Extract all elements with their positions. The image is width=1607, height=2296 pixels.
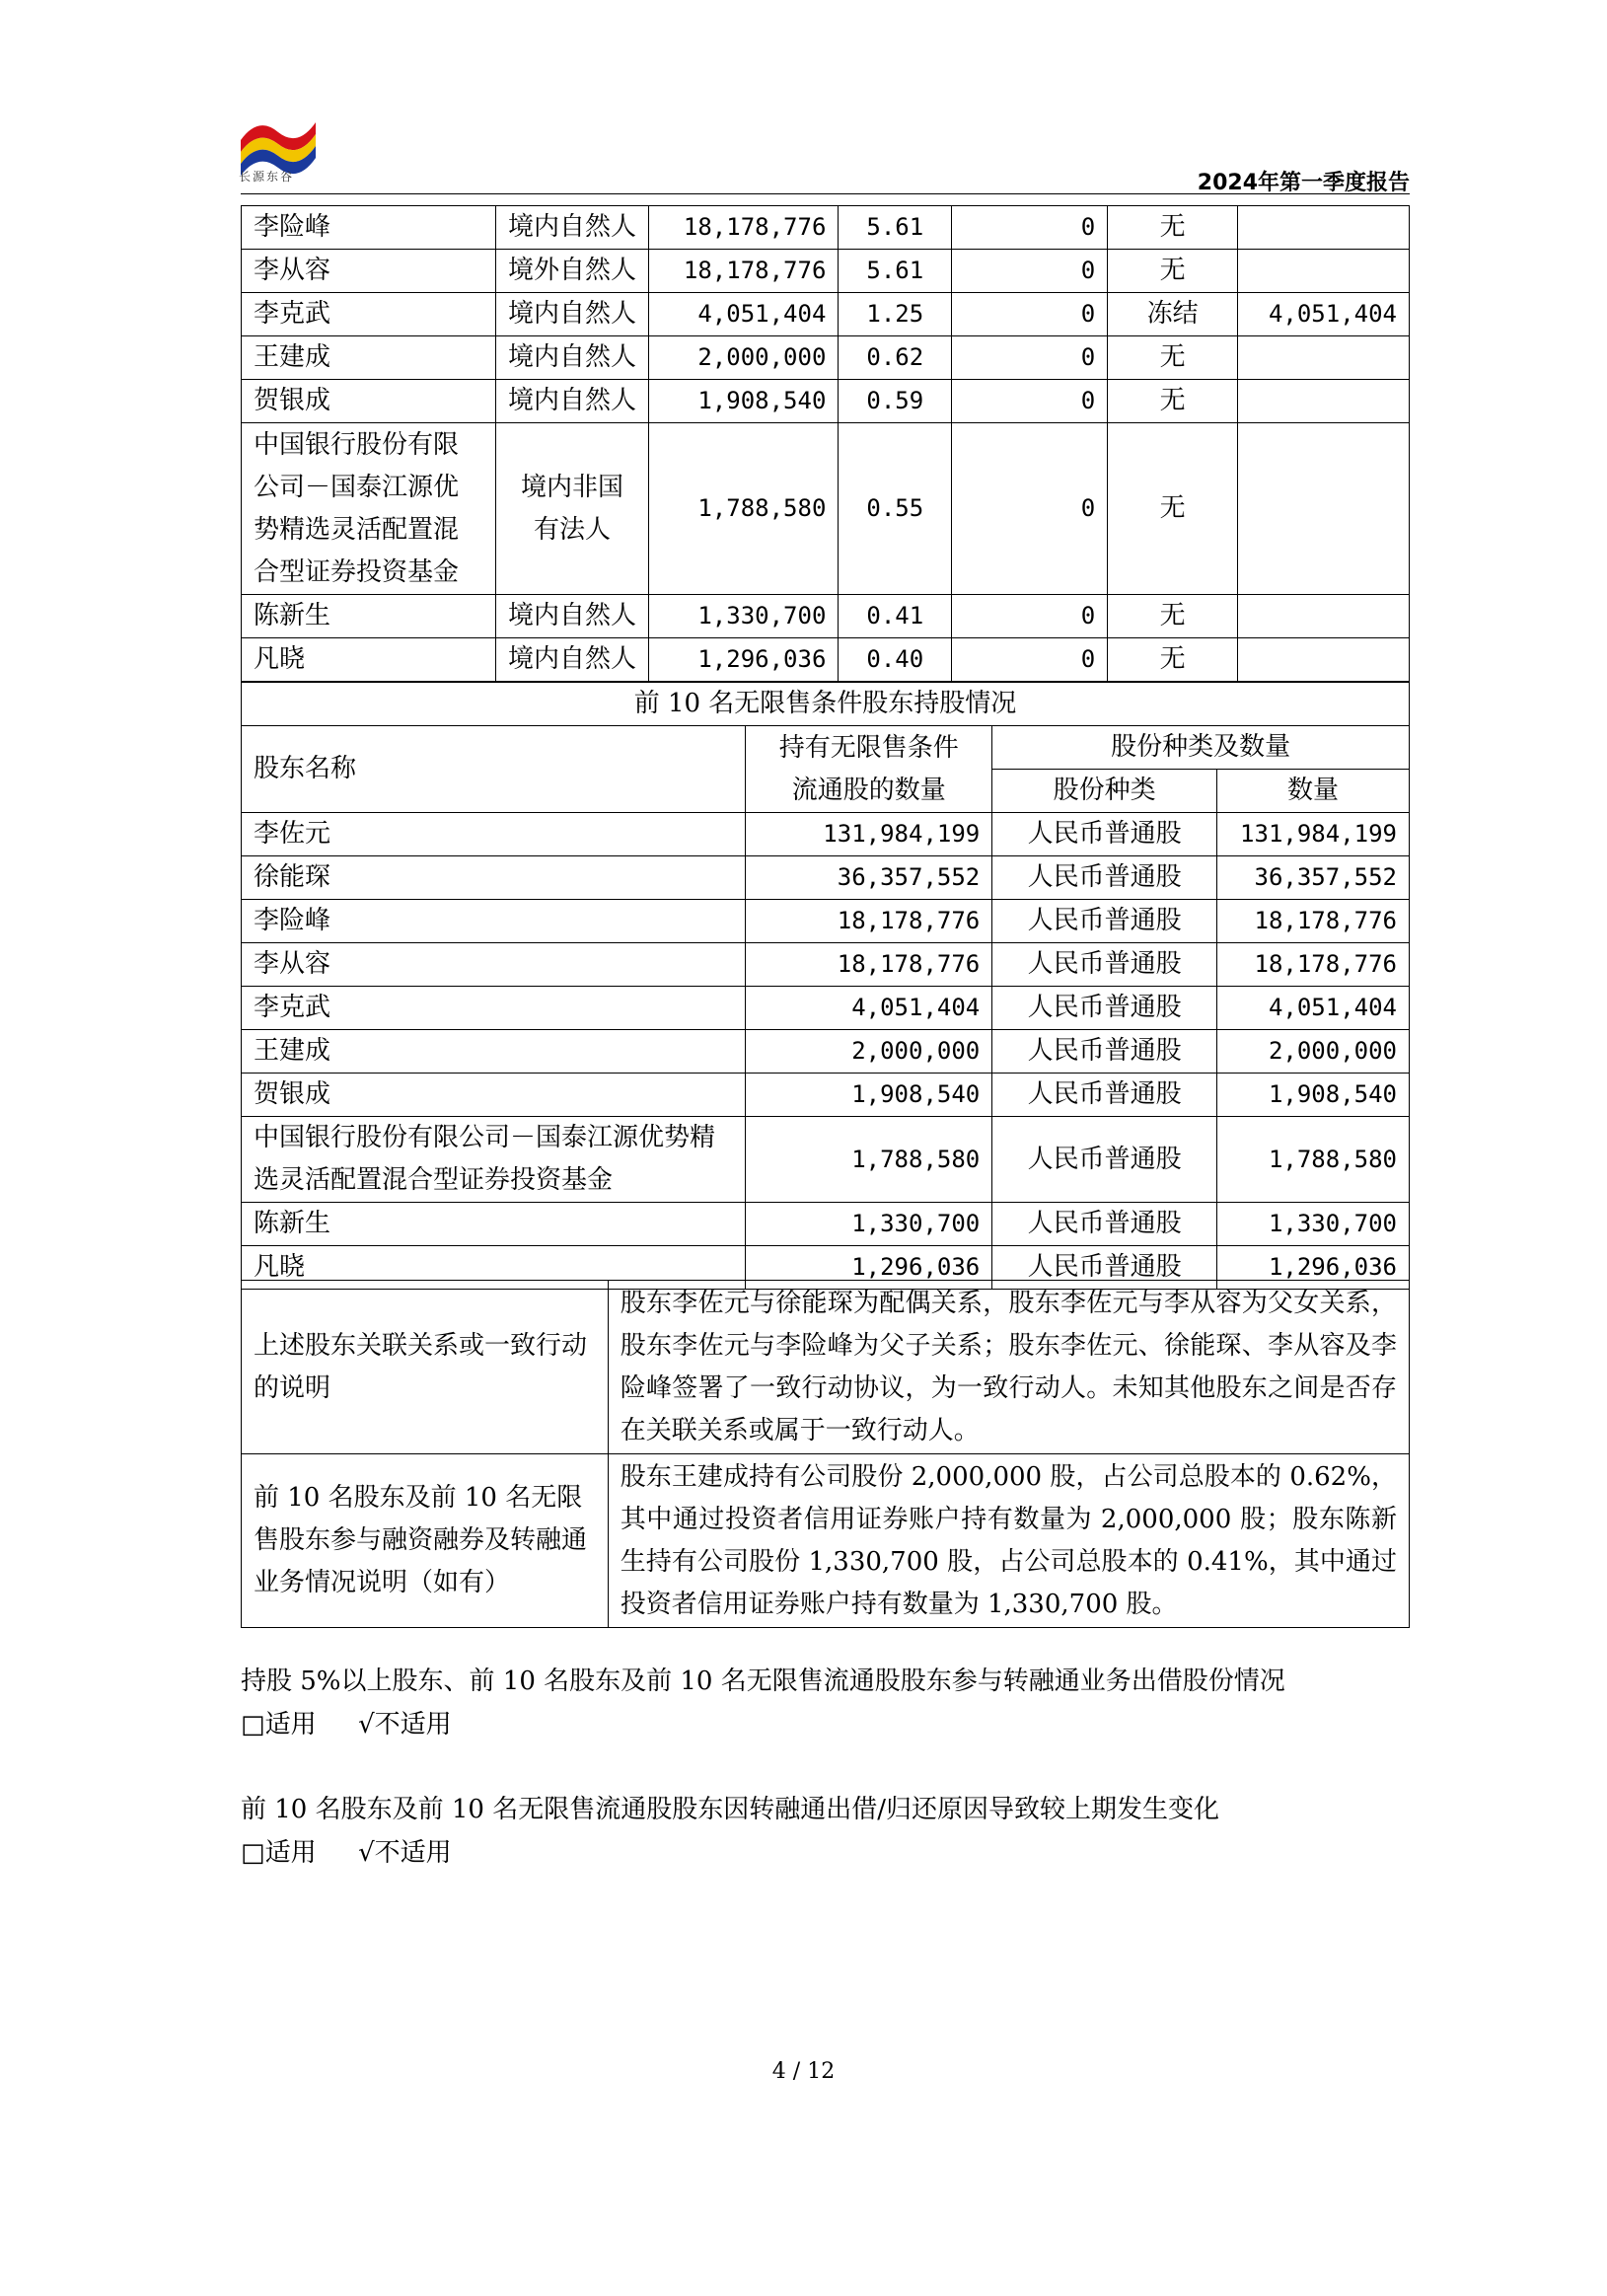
- unrestricted-name: 贺银成: [242, 1074, 746, 1117]
- holder-pledge-status: 无: [1108, 380, 1238, 423]
- holder-type: 境内自然人: [495, 206, 649, 250]
- holder-restricted: 0: [952, 336, 1108, 380]
- unrestricted-kind: 人民币普通股: [992, 1117, 1217, 1203]
- holder-name: 凡晓: [242, 638, 496, 682]
- logo-caption: 长源东谷: [239, 170, 295, 184]
- holder-pledge-status: 无: [1108, 206, 1238, 250]
- unrestricted-kind: 人民币普通股: [992, 1074, 1217, 1117]
- holder-shares: 18,178,776: [649, 206, 839, 250]
- unrestricted-kind: 人民币普通股: [992, 943, 1217, 987]
- holder-row: [242, 423, 1410, 595]
- holder-name: 王建成: [242, 336, 496, 380]
- holder-type: 境外自然人: [495, 250, 649, 293]
- page-number: 4 / 12: [771, 2059, 836, 2084]
- unrestricted-kind: 人民币普通股: [992, 1246, 1217, 1290]
- relation-text: 股东李佐元与徐能琛为配偶关系，股东李佐元与李从容为父女关系，股东李佐元与李险峰为父子关系；股东李佐元、徐能琛、李从容及李险峰签署了一致行动协议，为一致行动人。未知其他股东之间是否存在关联关系或属于一致行动人。: [608, 1281, 1409, 1454]
- holder-pledge-qty: 4,051,404: [1238, 293, 1410, 336]
- notes-table: [241, 1280, 1410, 1628]
- holder-name: 李克武: [242, 293, 496, 336]
- margin-text: 股东王建成持有公司股份 2,000,000 股，占公司总股本的 0.62%，其中通过投资者信用证券账户持有数量为 2,000,000 股；股东陈新生持有公司股份 1,330,700 股，占公司总股本的 0.41%，其中通过投资者信用证券账户持有数量为 1,330,700 股。: [608, 1454, 1409, 1628]
- holder-pledge-qty: [1238, 638, 1410, 682]
- holder-type: 境内自然人: [495, 293, 649, 336]
- holder-pledge-status: 无: [1108, 638, 1238, 682]
- holder-shares: 1,296,036: [649, 638, 839, 682]
- unrestricted-kind: 人民币普通股: [992, 1030, 1217, 1074]
- holder-pct: 1.25: [839, 293, 952, 336]
- holder-pct: 0.59: [839, 380, 952, 423]
- col-header-kind: 股份种类: [992, 770, 1217, 813]
- unrestricted-row: [242, 987, 1410, 1030]
- report-title: 2024年第一季度报告: [1197, 171, 1410, 195]
- unrestricted-row: [242, 1074, 1410, 1117]
- section-lending-options: [241, 1703, 452, 1746]
- unrestricted-row: [242, 943, 1410, 987]
- unrestricted-kind: 人民币普通股: [992, 900, 1217, 943]
- holder-pct: 0.55: [839, 423, 952, 595]
- holder-shares: 1,330,700: [649, 595, 839, 638]
- holder-pct: 0.40: [839, 638, 952, 682]
- unrestricted-qty: 36,357,552: [746, 856, 992, 900]
- holder-row: [242, 595, 1410, 638]
- holder-restricted: 0: [952, 595, 1108, 638]
- option-not-applicable: √不适用: [358, 1710, 452, 1740]
- unrestricted-count: 1,908,540: [1217, 1074, 1410, 1117]
- option-not-applicable: √不适用: [358, 1838, 452, 1868]
- holder-row: [242, 336, 1410, 380]
- holder-pledge-qty: [1238, 206, 1410, 250]
- holder-type: 境内自然人: [495, 595, 649, 638]
- unrestricted-kind: 人民币普通股: [992, 987, 1217, 1030]
- unrestricted-qty: 1,788,580: [746, 1117, 992, 1203]
- unrestricted-kind: 人民币普通股: [992, 813, 1217, 856]
- holder-type: 境内非国有法人: [495, 423, 649, 595]
- holder-type: 境内自然人: [495, 336, 649, 380]
- unrestricted-count: 4,051,404: [1217, 987, 1410, 1030]
- unrestricted-qty: 18,178,776: [746, 900, 992, 943]
- holder-row: [242, 380, 1410, 423]
- holder-restricted: 0: [952, 423, 1108, 595]
- holder-name: 李险峰: [242, 206, 496, 250]
- header-divider: [241, 193, 1410, 194]
- unrestricted-count: 2,000,000: [1217, 1030, 1410, 1074]
- section-change-title: 前 10 名股东及前 10 名无限售流通股股东因转融通出借/归还原因导致较上期发生变化: [241, 1795, 1219, 1824]
- holder-type: 境内自然人: [495, 638, 649, 682]
- unrestricted-row: [242, 856, 1410, 900]
- unrestricted-count: 1,788,580: [1217, 1117, 1410, 1203]
- holder-row: [242, 638, 1410, 682]
- unrestricted-row: [242, 900, 1410, 943]
- unrestricted-qty: 131,984,199: [746, 813, 992, 856]
- unrestricted-name: 凡晓: [242, 1246, 746, 1290]
- section-change-options: [241, 1831, 452, 1875]
- holder-restricted: 0: [952, 250, 1108, 293]
- unrestricted-kind: 人民币普通股: [992, 1203, 1217, 1246]
- holder-shares: 1,788,580: [649, 423, 839, 595]
- unrestricted-name: 中国银行股份有限公司－国泰江源优势精选灵活配置混合型证券投资基金: [242, 1117, 746, 1203]
- holder-restricted: 0: [952, 638, 1108, 682]
- holder-shares: 2,000,000: [649, 336, 839, 380]
- unrestricted-section-title: 前 10 名无限售条件股东持股情况: [242, 683, 1410, 726]
- col-header-count: 数量: [1217, 770, 1410, 813]
- holder-type: 境内自然人: [495, 380, 649, 423]
- holder-pledge-qty: [1238, 250, 1410, 293]
- unrestricted-row: [242, 1117, 1410, 1203]
- holder-pct: 0.62: [839, 336, 952, 380]
- holder-row: [242, 250, 1410, 293]
- col-header-name: 股东名称: [242, 726, 746, 813]
- option-applicable: □适用: [241, 1838, 317, 1868]
- unrestricted-count: 18,178,776: [1217, 943, 1410, 987]
- holder-pledge-status: 无: [1108, 336, 1238, 380]
- holder-pct: 5.61: [839, 250, 952, 293]
- unrestricted-name: 徐能琛: [242, 856, 746, 900]
- holder-shares: 4,051,404: [649, 293, 839, 336]
- unrestricted-qty: 18,178,776: [746, 943, 992, 987]
- holder-name: 陈新生: [242, 595, 496, 638]
- unrestricted-qty: 1,330,700: [746, 1203, 992, 1246]
- unrestricted-qty: 1,296,036: [746, 1246, 992, 1290]
- option-applicable: □适用: [241, 1710, 317, 1740]
- unrestricted-count: 131,984,199: [1217, 813, 1410, 856]
- margin-label: 前 10 名股东及前 10 名无限售股东参与融资融券及转融通业务情况说明（如有）: [242, 1454, 609, 1628]
- unrestricted-name: 李从容: [242, 943, 746, 987]
- holder-name: 李从容: [242, 250, 496, 293]
- unrestricted-name: 李克武: [242, 987, 746, 1030]
- unrestricted-row: [242, 813, 1410, 856]
- unrestricted-holders-table: [241, 682, 1410, 1290]
- holder-restricted: 0: [952, 293, 1108, 336]
- unrestricted-kind: 人民币普通股: [992, 856, 1217, 900]
- top-holders-table: [241, 205, 1410, 682]
- unrestricted-qty: 2,000,000: [746, 1030, 992, 1074]
- holder-name: 贺银成: [242, 380, 496, 423]
- holder-pledge-status: 无: [1108, 250, 1238, 293]
- unrestricted-name: 李险峰: [242, 900, 746, 943]
- holder-pledge-qty: [1238, 595, 1410, 638]
- holder-pledge-qty: [1238, 423, 1410, 595]
- col-header-qty: 持有无限售条件流通股的数量: [746, 726, 992, 813]
- holder-row: [242, 206, 1410, 250]
- holder-restricted: 0: [952, 206, 1108, 250]
- unrestricted-count: 1,296,036: [1217, 1246, 1410, 1290]
- holder-pledge-status: 冻结: [1108, 293, 1238, 336]
- holder-shares: 18,178,776: [649, 250, 839, 293]
- holder-name: 中国银行股份有限公司－国泰江源优势精选灵活配置混合型证券投资基金: [242, 423, 496, 595]
- unrestricted-name: 李佐元: [242, 813, 746, 856]
- holder-pledge-qty: [1238, 380, 1410, 423]
- relation-label: 上述股东关联关系或一致行动的说明: [242, 1281, 609, 1454]
- unrestricted-name: 王建成: [242, 1030, 746, 1074]
- unrestricted-count: 1,330,700: [1217, 1203, 1410, 1246]
- holder-restricted: 0: [952, 380, 1108, 423]
- holder-pledge-qty: [1238, 336, 1410, 380]
- holder-pledge-status: 无: [1108, 595, 1238, 638]
- holder-row: [242, 293, 1410, 336]
- unrestricted-qty: 1,908,540: [746, 1074, 992, 1117]
- unrestricted-count: 18,178,776: [1217, 900, 1410, 943]
- holder-shares: 1,908,540: [649, 380, 839, 423]
- unrestricted-row: [242, 1203, 1410, 1246]
- unrestricted-qty: 4,051,404: [746, 987, 992, 1030]
- unrestricted-name: 陈新生: [242, 1203, 746, 1246]
- holder-pledge-status: 无: [1108, 423, 1238, 595]
- unrestricted-row: [242, 1030, 1410, 1074]
- section-lending-title: 持股 5%以上股东、前 10 名股东及前 10 名无限售流通股股东参与转融通业务出借股份情况: [241, 1666, 1285, 1696]
- col-header-kind-group: 股份种类及数量: [992, 726, 1410, 770]
- holder-pct: 5.61: [839, 206, 952, 250]
- holder-pct: 0.41: [839, 595, 952, 638]
- unrestricted-count: 36,357,552: [1217, 856, 1410, 900]
